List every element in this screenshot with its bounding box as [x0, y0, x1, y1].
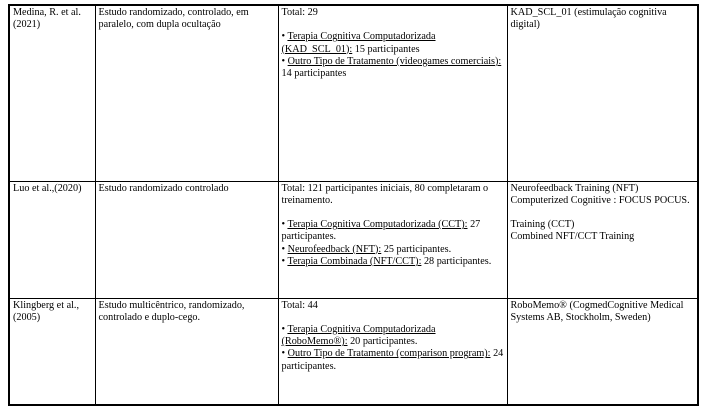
group-count: 15 participantes [352, 43, 420, 55]
table-row [9, 5, 698, 181]
group-name: Terapia Cognitiva Computadorizada (KAD_SCL_01): [281, 31, 436, 55]
table-row [9, 298, 698, 405]
intervention-line: RoboMemo® (CogmedCognitive Medical Systems AB, Stockholm, Sweden) [510, 299, 684, 323]
group-name: Outro Tipo de Tratamento (videogames comerciais): [287, 55, 502, 67]
sample-cell [278, 298, 507, 405]
studies-table-grid [8, 4, 699, 406]
group-item: • Terapia Cognitiva Computadorizada (KAD_SCL_01): 15 participantes [281, 31, 436, 55]
group-item: • Outro Tipo de Tratamento (comparison program): 24 participantes. [281, 348, 504, 372]
group-name: Outro Tipo de Tratamento (comparison program): [287, 348, 491, 360]
group-count: 27 participantes. [281, 219, 481, 243]
design-cell [95, 298, 278, 405]
intervention-cell [507, 5, 698, 181]
sample-total: Total: 121 participantes iniciais, 80 completaram o treinamento. [281, 182, 489, 206]
author-cell [9, 298, 95, 405]
group-item: • Terapia Combinada (NFT/CCT): 28 participantes. [281, 255, 492, 267]
studies-table [8, 4, 697, 404]
group-item: • Outro Tipo de Tratamento (videogames comerciais): 14 participantes [281, 55, 502, 80]
author-text: Klingberg et al., (2005) [13, 299, 80, 323]
sample-cell [278, 5, 507, 181]
group-count: 25 participantes. [381, 243, 452, 255]
design-text: Estudo randomizado controlado [98, 182, 229, 194]
group-item: • Terapia Cognitiva Computadorizada (CCT): 27 participantes. [281, 219, 481, 243]
intervention-line: Neurofeedback Training (NFT) [510, 182, 639, 194]
intervention-cell [507, 298, 698, 405]
group-count: 14 participantes [281, 68, 347, 80]
author-text: Medina, R. et al. (2021) [13, 7, 81, 31]
design-text: Estudo randomizado, controlado, em paralelo, com dupla ocultação [98, 7, 249, 31]
intervention-line: KAD_SCL_01 (estimulação cognitiva digital) [510, 7, 667, 31]
intervention-line: Combined NFT/CCT Training [510, 231, 635, 243]
author-cell [9, 5, 95, 181]
table-row [9, 181, 698, 298]
sample-total: Total: 44 [281, 299, 318, 311]
sample-cell [278, 181, 507, 298]
group-item: • Neurofeedback (NFT): 25 participantes. [281, 243, 452, 255]
group-name: Terapia Cognitiva Computadorizada (CCT): [287, 219, 468, 231]
group-count: 24 participantes. [281, 348, 504, 372]
intervention-line: Training (CCT) [510, 219, 575, 231]
group-name: Terapia Cognitiva Computadorizada (RoboMemo®): [281, 323, 436, 348]
group-item: • Terapia Cognitiva Computadorizada (RoboMemo®): 20 participantes. [281, 323, 436, 348]
intervention-spacer [511, 207, 695, 219]
author-cell [9, 181, 95, 298]
intervention-line: Computerized Cognitive : FOCUS POCUS. [510, 194, 690, 206]
group-name: Terapia Combinada (NFT/CCT): [287, 255, 422, 267]
group-count: 20 participantes. [347, 336, 418, 348]
design-text: Estudo multicêntrico, randomizado, controlado e duplo-cego. [98, 299, 245, 323]
author-text: Luo et al.,(2020) [13, 182, 82, 194]
group-name: Neurofeedback (NFT): [287, 243, 382, 255]
sample-total: Total: 29 [281, 7, 318, 18]
design-cell [95, 5, 278, 181]
intervention-cell [507, 181, 698, 298]
group-count: 28 participantes. [421, 255, 492, 267]
design-cell [95, 181, 278, 298]
